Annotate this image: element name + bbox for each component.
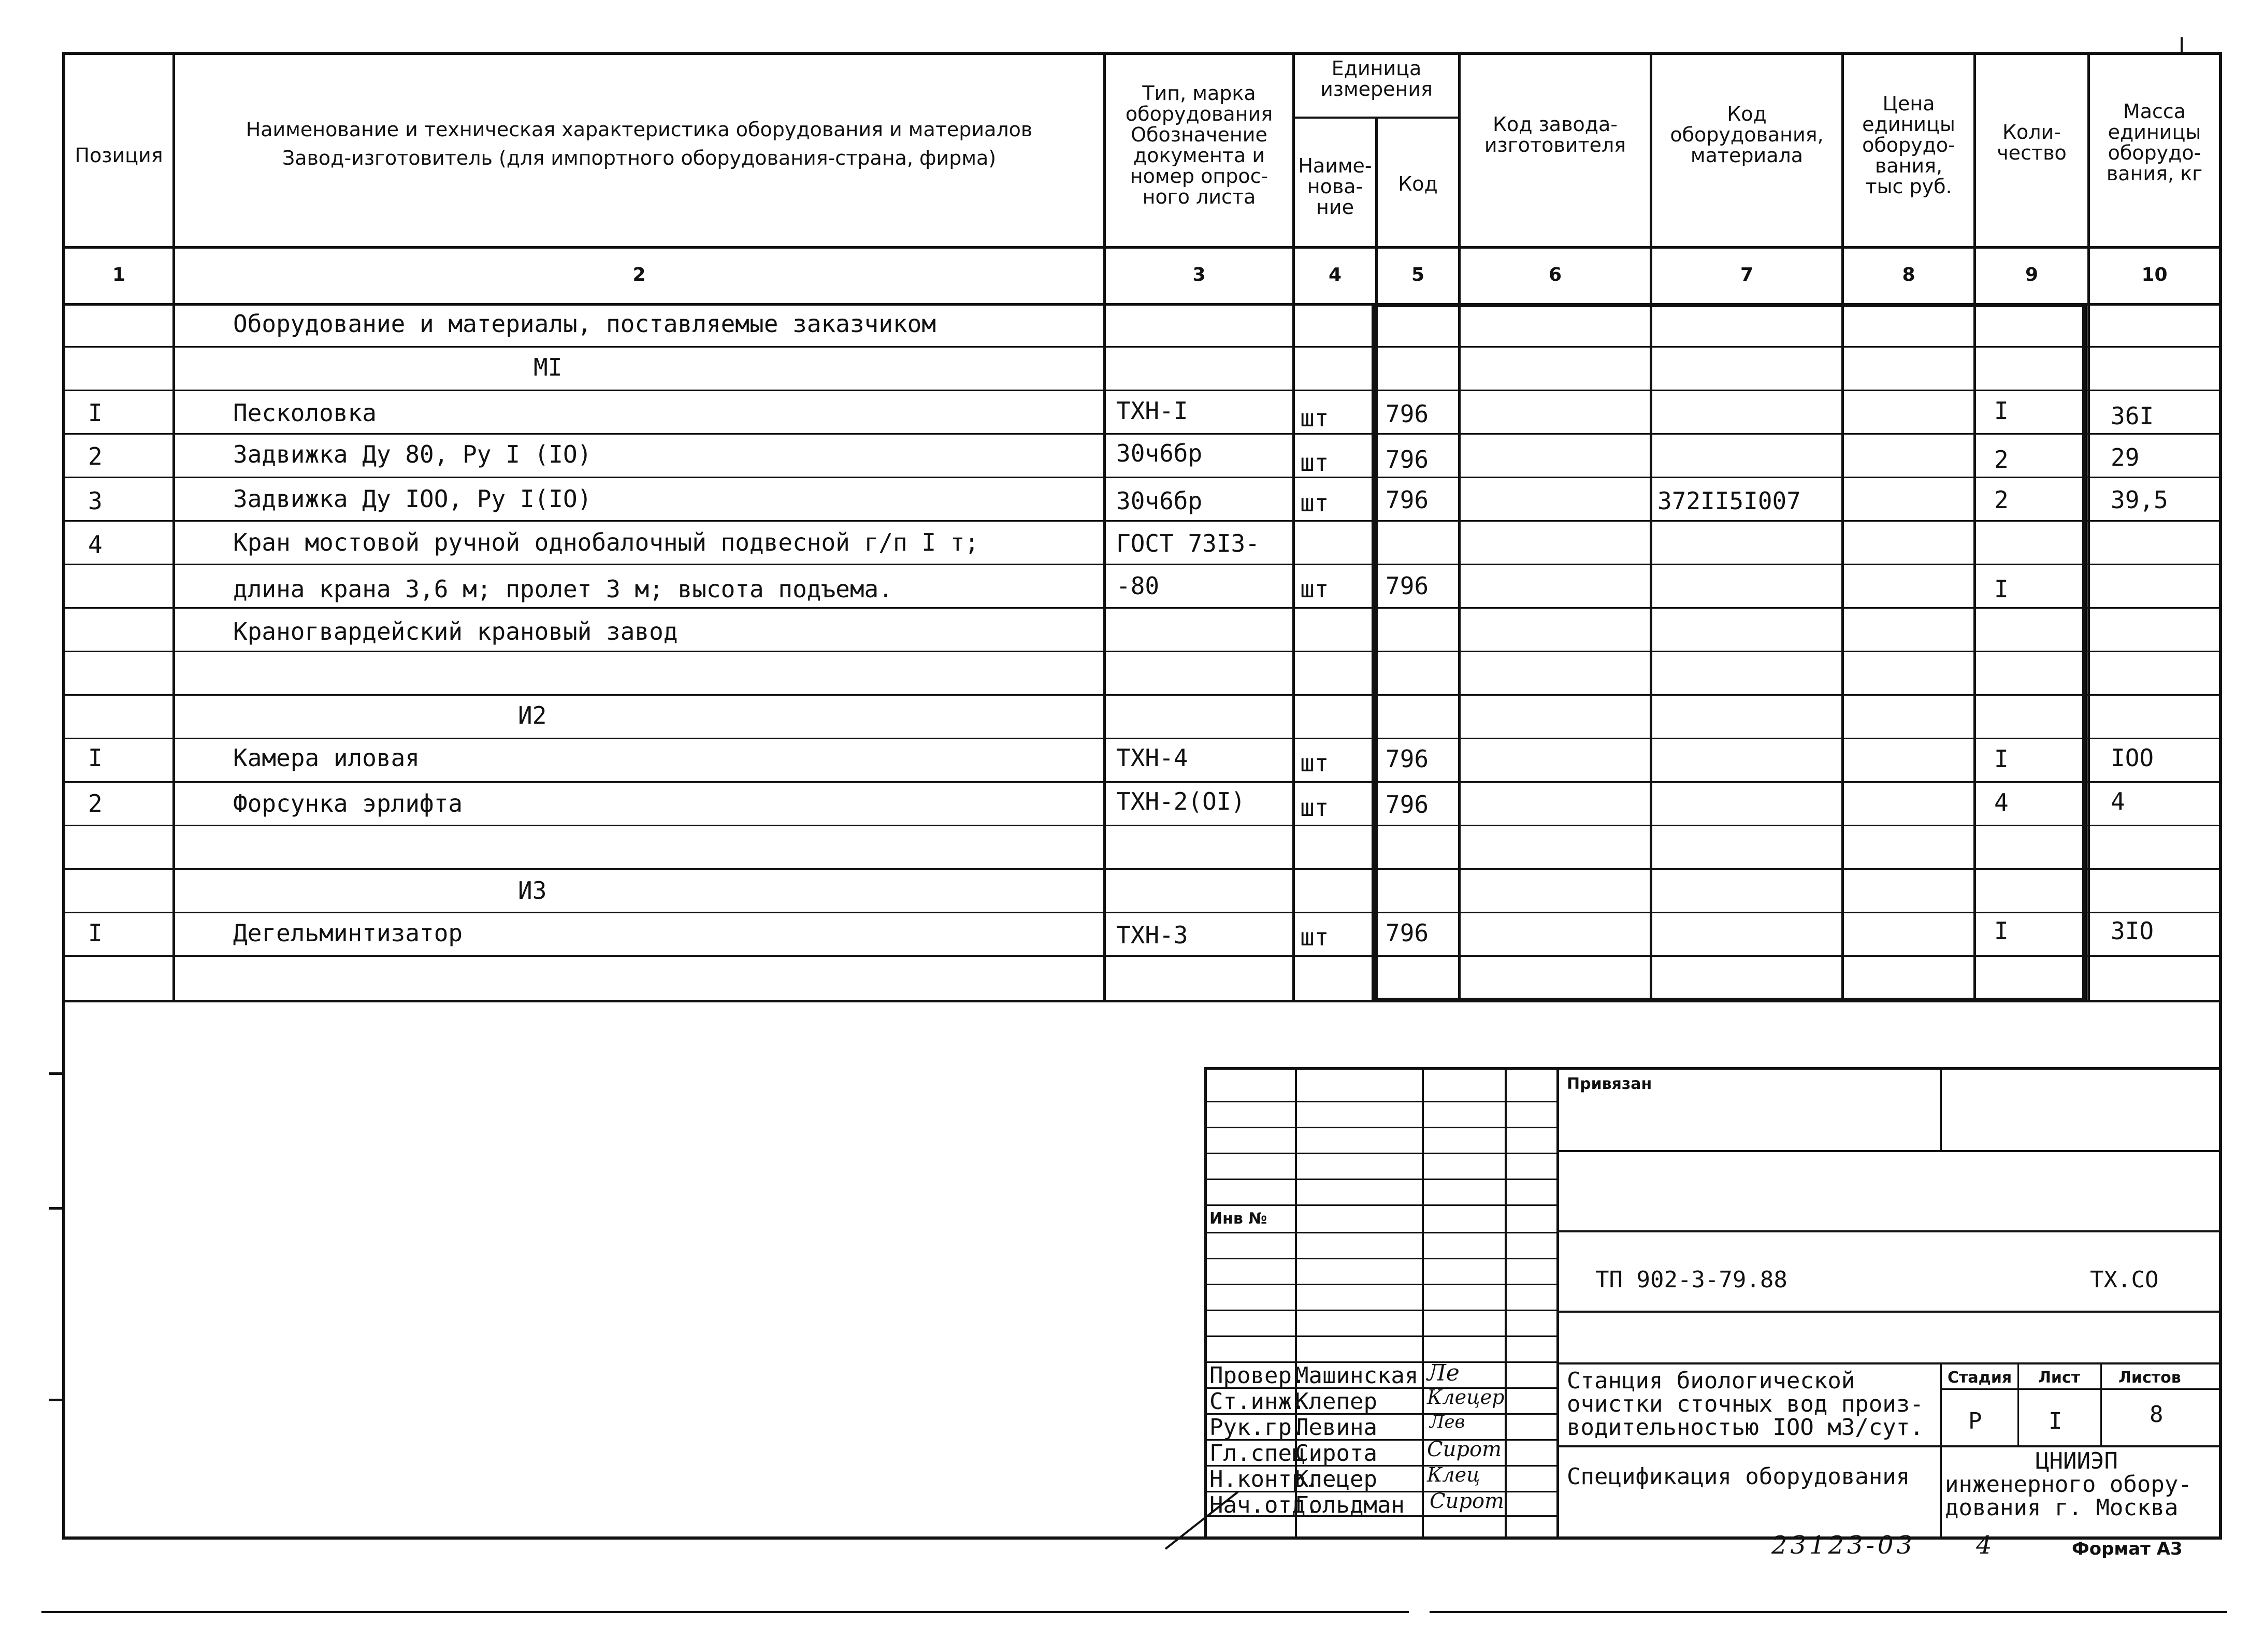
row-position: 4 — [88, 530, 103, 558]
signature-role: Провер. — [1209, 1362, 1306, 1389]
row-name: Форсунка эрлифта — [233, 789, 463, 817]
stage-label: Стадия — [1948, 1369, 2012, 1387]
row-unit: шт — [1300, 489, 1329, 517]
header-mass: Масса единицы оборудо- вания, кг — [2106, 100, 2203, 185]
header-unit-name: Наиме- нова- ние — [1298, 154, 1372, 219]
row-mass: 36I — [2111, 402, 2154, 430]
project-title-line1: Станция биологической — [1567, 1368, 1855, 1394]
organization-line1: ЦНИИЭП — [2036, 1448, 2118, 1474]
column-number-2: 2 — [632, 264, 646, 285]
margin-tick — [49, 1072, 62, 1075]
inventory-number-label: Инв № — [1209, 1210, 1267, 1228]
signature-name: Клепер — [1295, 1388, 1377, 1415]
signature-role: Нач.отд. — [1209, 1492, 1319, 1518]
row-mass: IOO — [2111, 744, 2154, 772]
row-name: Песколовка — [233, 399, 377, 427]
column-number-8: 8 — [1902, 264, 1915, 285]
row-unit: шт — [1300, 923, 1329, 951]
format-label: Формат А3 — [2072, 1539, 2183, 1559]
column-number-10: 10 — [2141, 264, 2168, 285]
row-position: I — [88, 919, 103, 947]
row-mass: 3IO — [2111, 917, 2154, 945]
handwritten-signature: Клецер — [1427, 1386, 1505, 1409]
row-type: -80 — [1116, 572, 1160, 600]
row-type: 30ч6бр — [1116, 487, 1203, 515]
row-name: Камера иловая — [233, 744, 420, 772]
organization-line3: дования г. Москва — [1945, 1495, 2179, 1521]
trim-line-right — [1430, 1611, 2227, 1613]
signature-role: Рук.гр. — [1209, 1414, 1306, 1441]
row-unit-code: 796 — [1386, 919, 1429, 947]
row-unit: шт — [1300, 575, 1329, 603]
signature-role: Н.контр. — [1209, 1466, 1319, 1492]
row-position: I — [88, 399, 103, 427]
handwritten-signature: Лев — [1430, 1412, 1465, 1432]
row-unit: шт — [1300, 794, 1329, 822]
row-name: длина крана 3,6 м; пролет 3 м; высота подъема. — [233, 575, 893, 603]
signature-name: Сирота — [1295, 1440, 1377, 1467]
column-number-9: 9 — [2025, 264, 2039, 285]
row-unit-code: 796 — [1386, 400, 1429, 428]
signature-name: Гольдман — [1295, 1492, 1405, 1518]
stage-value: Р — [1968, 1408, 1982, 1434]
header-plant-code: Код завода- изготовителя — [1484, 113, 1626, 156]
corner-mark — [2181, 37, 2183, 52]
column-number-6: 6 — [1548, 264, 1562, 285]
handwritten-signature: Сирот — [1430, 1489, 1504, 1513]
trim-line-left — [41, 1611, 1409, 1613]
row-section-title: МI — [533, 353, 563, 381]
row-quantity: 4 — [1994, 788, 2009, 816]
row-quantity: I — [1994, 575, 2009, 603]
row-name: Задвижка Ду 80, Ру I (IO) — [233, 440, 592, 468]
column-number-4: 4 — [1328, 264, 1342, 285]
sheet-title: Спецификация оборудования — [1567, 1463, 1910, 1490]
row-unit-code: 796 — [1386, 791, 1429, 818]
row-position: 3 — [88, 487, 103, 515]
document-mark: ТХ.СО — [2090, 1267, 2159, 1293]
row-name: Краногвардейский крановый завод — [233, 617, 678, 645]
column-number-1: 1 — [112, 264, 126, 285]
row-unit-code: 796 — [1386, 572, 1429, 600]
project-title-line3: водительностью IOO м3/сут. — [1567, 1414, 1924, 1441]
row-name: Задвижка Ду IOO, Ру I(IO) — [233, 485, 592, 513]
header-equipment-code: Код оборудования, материала — [1670, 103, 1824, 167]
handwritten-signature: Клец — [1427, 1463, 1480, 1486]
row-type: ГОСТ 73I3- — [1116, 529, 1260, 557]
margin-tick — [49, 1399, 62, 1401]
row-mass: 39,5 — [2111, 486, 2168, 514]
row-name: Кран мостовой ручной однобалочный подвесной г/п I т; — [233, 528, 979, 556]
row-equipment-code: 372II5I007 — [1657, 487, 1801, 515]
row-mass: 4 — [2111, 787, 2125, 815]
row-type: ТХН-2(OI) — [1116, 787, 1246, 815]
archive-number: 23123-03 — [1771, 1531, 1915, 1560]
sheet-value: I — [2049, 1408, 2063, 1434]
row-unit: шт — [1300, 404, 1329, 432]
header-unit-code: Код — [1398, 173, 1438, 195]
bound-label: Привязан — [1567, 1075, 1652, 1093]
sheets-label: Листов — [2118, 1369, 2181, 1387]
signature-role: Гл.спец. — [1209, 1440, 1319, 1467]
row-unit: шт — [1300, 449, 1329, 477]
document-code: ТП 902-3-79.88 — [1595, 1267, 1787, 1293]
row-name: Дегельминтизатор — [233, 919, 463, 947]
row-unit-code: 796 — [1386, 745, 1429, 773]
row-type: 30ч6бр — [1116, 439, 1203, 467]
row-unit: шт — [1300, 749, 1329, 777]
header-price: Цена единицы оборудо- вания, тыс руб. — [1862, 92, 1955, 198]
row-position: 2 — [88, 442, 103, 470]
row-position: I — [88, 744, 103, 772]
row-unit-code: 796 — [1386, 446, 1429, 473]
signature-stroke — [1160, 1487, 1243, 1554]
row-section-title: ИЗ — [518, 877, 547, 904]
row-mass: 29 — [2111, 443, 2140, 471]
row-quantity: I — [1994, 917, 2009, 945]
header-name-line1: Наименование и техническая характеристика оборудования и материалов — [246, 118, 1033, 141]
header-quantity: Коли- чество — [1997, 121, 2067, 164]
sheets-value: 8 — [2150, 1401, 2164, 1428]
signature-name: Клецер — [1295, 1466, 1377, 1492]
row-type: ТХН-3 — [1116, 921, 1188, 949]
margin-tick — [49, 1207, 62, 1210]
row-position: 2 — [88, 789, 103, 817]
row-type: ТХН-4 — [1116, 744, 1188, 772]
page-number: 4 — [1976, 1531, 1992, 1560]
row-quantity: 2 — [1994, 486, 2009, 514]
row-quantity: I — [1994, 397, 2009, 425]
row-quantity: I — [1994, 745, 2009, 773]
header-name-line2: Завод-изготовитель (для импортного оборудования-страна, фирма) — [282, 147, 997, 169]
row-unit-code: 796 — [1386, 486, 1429, 514]
row-section-title: И2 — [518, 701, 547, 729]
column-number-5: 5 — [1411, 264, 1425, 285]
header-unit-group: Единица измерения — [1320, 57, 1433, 100]
header-position: Позиция — [75, 144, 163, 167]
handwritten-signature: Сирот — [1427, 1438, 1502, 1461]
row-type: ТХН-I — [1116, 397, 1188, 425]
organization-line2: инженерного обору- — [1945, 1471, 2192, 1498]
project-title-line2: очистки сточных вод произ- — [1567, 1391, 1924, 1417]
signature-name: Левина — [1295, 1414, 1377, 1441]
handwritten-signature: Ле — [1427, 1360, 1460, 1386]
signature-name: Машинская — [1295, 1362, 1419, 1389]
sheet-label: Лист — [2038, 1369, 2081, 1387]
header-type: Тип, марка оборудования Обозначение документа и номер опрос- ного листа — [1125, 82, 1273, 208]
column-number-3: 3 — [1192, 264, 1206, 285]
row-name: Оборудование и материалы, поставляемые заказчиком — [233, 310, 936, 338]
column-number-7: 7 — [1740, 264, 1754, 285]
signature-role: Ст.инж. — [1209, 1388, 1306, 1415]
row-quantity: 2 — [1994, 446, 2009, 473]
